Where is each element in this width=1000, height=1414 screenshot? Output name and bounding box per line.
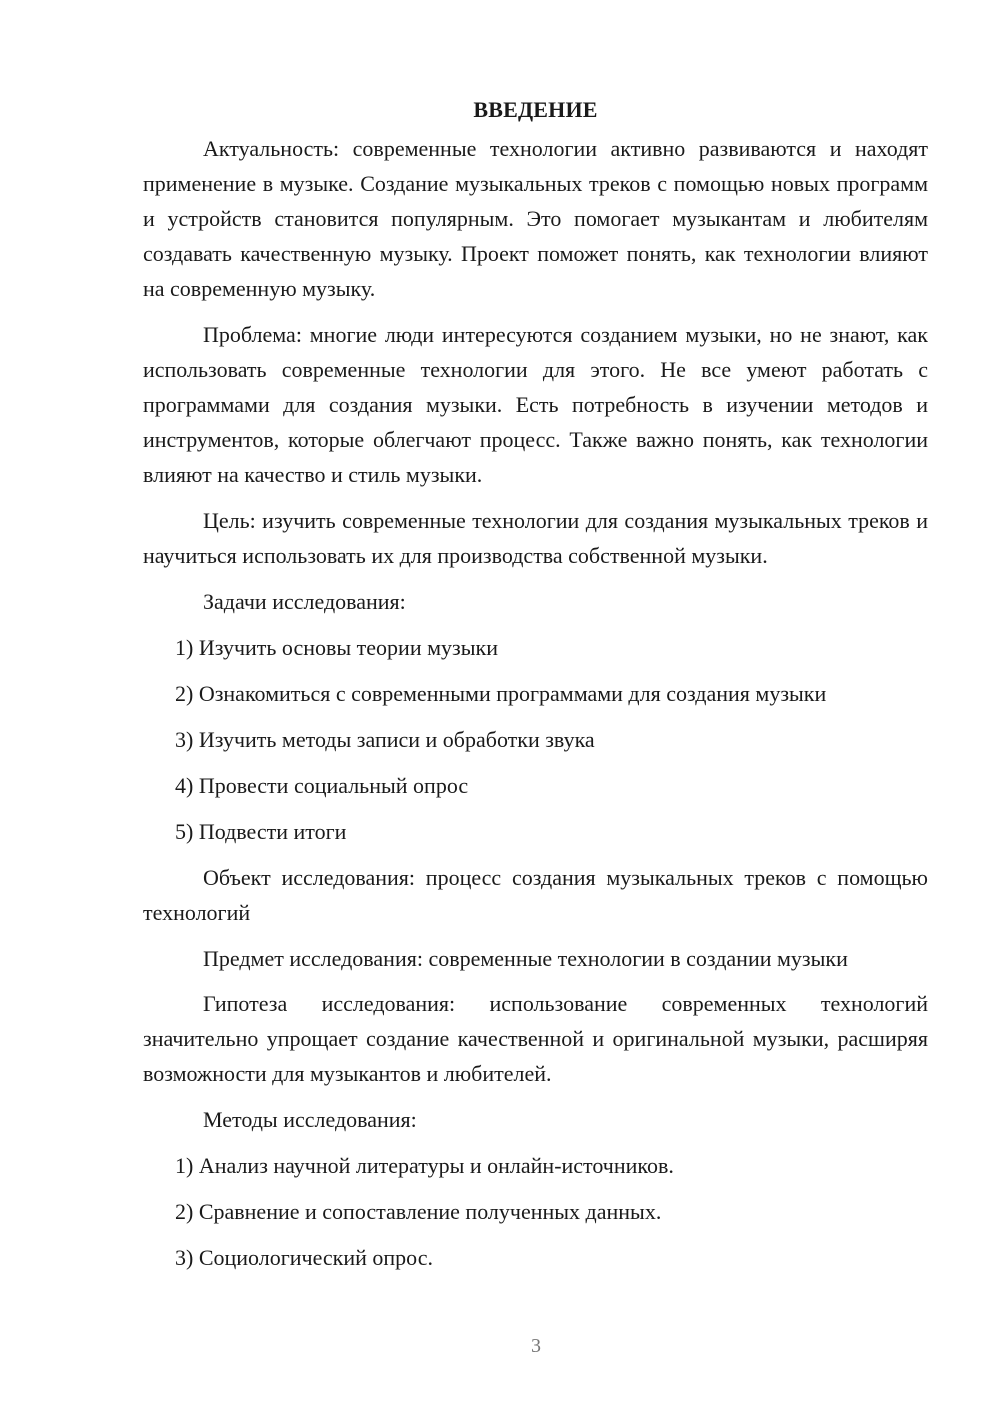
- relevance-paragraph: Актуальность: современные технологии активно развиваются и находят применение в музыке. Создание музыкальных треков с помощью новых программ и устройств становится популярным. Это помогает музыкантам и любителям создавать качественную музыку. Проект поможет понять, как технологии влияют на современную музыку.: [143, 136, 928, 301]
- method-item-1: 1) Анализ научной литературы и онлайн-источников.: [175, 1153, 674, 1178]
- object-paragraph: Объект исследования: процесс создания музыкальных треков с помощью технологий: [143, 865, 928, 925]
- goal-paragraph: Цель: изучить современные технологии для создания музыкальных треков и научиться использовать их для производства собственной музыки.: [143, 508, 928, 568]
- task-item-2: 2) Ознакомиться с современными программами для создания музыки: [175, 681, 827, 706]
- task-item-5: 5) Подвести итоги: [175, 819, 347, 844]
- section-title: ВВЕДЕНИЕ: [473, 97, 598, 122]
- document-page: [143, 92, 928, 1286]
- task-item-1: 1) Изучить основы теории музыки: [175, 635, 498, 660]
- task-item-4: 4) Провести социальный опрос: [175, 773, 469, 798]
- task-item-3: 3) Изучить методы записи и обработки звука: [175, 727, 595, 752]
- page-number: 3: [531, 1335, 541, 1357]
- problem-paragraph: Проблема: многие люди интересуются созданием музыки, но не знают, как использовать современные технологии для этого. Не все умеют работать с программами для создания музыки. Есть потребность в изучении методов и инструментов, которые облегчают процесс. Также важно понять, как технологии влияют на качество и стиль музыки.: [143, 322, 928, 487]
- method-item-2: 2) Сравнение и сопоставление полученных данных.: [175, 1199, 662, 1224]
- tasks-heading: Задачи исследования:: [203, 589, 406, 614]
- methods-heading: Методы исследования:: [203, 1107, 417, 1132]
- hypothesis-paragraph: Гипотеза исследования: использование современных технологий значительно упрощает создание качественной и оригинальной музыки, расширяя возможности для музыкантов и любителей.: [143, 991, 928, 1086]
- method-item-3: 3) Социологический опрос.: [175, 1245, 433, 1270]
- subject-paragraph: Предмет исследования: современные технологии в создании музыки: [203, 946, 848, 971]
